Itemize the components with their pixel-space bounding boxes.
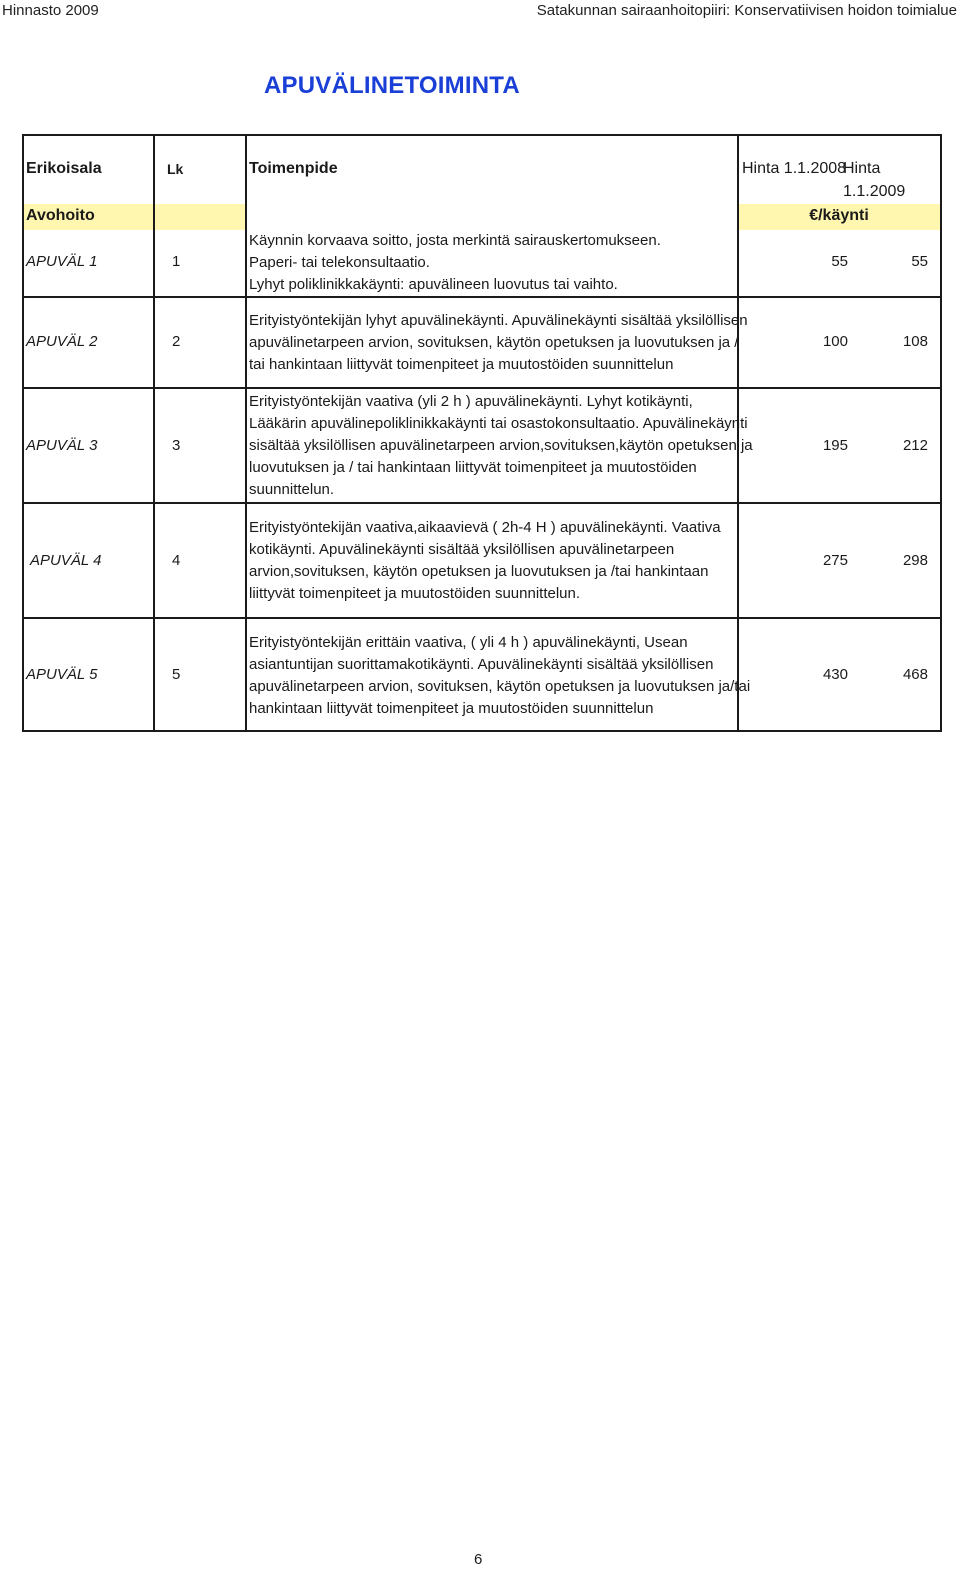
page-number: 6 <box>474 1551 483 1568</box>
row-description-line: arvion,sovituksen, käytön opetuksen ja luovutuksen ja /tai hankintaan <box>249 563 709 580</box>
row-price-2009: 212 <box>902 437 928 454</box>
row-description-line: Erityistyöntekijän vaativa (yli 2 h ) apuvälinekäynti. Lyhyt kotikäynti, <box>249 393 693 410</box>
row-price-2009: 108 <box>902 333 928 350</box>
row-description-line: asiantuntijan suorittamakotikäynti. Apuvälinekäynti sisältää yksilöllisen <box>249 656 714 673</box>
row-description-line: sisältää yksilöllisen apuvälinetarpeen arvion,sovituksen,käytön opetuksen ja <box>249 437 753 454</box>
column-header-hinta-2008: Hinta 1.1.2008 <box>742 160 847 177</box>
column-header-lk: Lk <box>167 161 184 177</box>
row-description-line: Erityistyöntekijän erittäin vaativa, ( yli 4 h ) apuvälinekäynti, Usean <box>249 634 688 651</box>
row-code: APUVÄL 2 <box>26 333 98 350</box>
row-code: APUVÄL 1 <box>26 253 98 270</box>
row-description-line: apuvälinetarpeen arvion, sovituksen, käytön opetuksen ja luovutuksen ja / <box>249 334 739 351</box>
header-left: Hinnasto 2009 <box>2 2 99 19</box>
row-price-2009: 55 <box>911 253 928 270</box>
row-description-line: luovutuksen ja / tai hankintaan liittyvät toimenpiteet ja muutostöiden <box>249 459 697 476</box>
grid-line <box>22 730 942 732</box>
row-description-line: Erityistyöntekijän vaativa,aikaavievä ( 2h-4 H ) apuvälinekäynti. Vaativa <box>249 519 721 536</box>
row-price-2008: 275 <box>822 552 848 569</box>
row-description-line: tai hankintaan liittyvät toimenpiteet ja muutostöiden suunnittelun <box>249 356 674 373</box>
row-description-line: suunnittelun. <box>249 481 335 498</box>
row-price-2008: 55 <box>831 253 848 270</box>
row-lk: 3 <box>172 437 181 454</box>
grid-line <box>22 617 942 619</box>
header-right: Satakunnan sairaanhoitopiiri: Konservatiivisen hoidon toimialue <box>536 2 957 19</box>
row-price-2008: 195 <box>822 437 848 454</box>
row-price-2008: 430 <box>822 666 848 683</box>
grid-line <box>153 134 155 732</box>
row-code: APUVÄL 4 <box>30 552 102 569</box>
row-description-line: Käynnin korvaava soitto, josta merkintä sairauskertomukseen. <box>249 232 661 249</box>
page-title: APUVÄLINETOIMINTA <box>264 72 520 99</box>
row-description-line: hankintaan liittyvät toimenpiteet ja muutostöiden suunnittelun <box>249 700 654 717</box>
row-description-line: liittyvät toimenpiteet ja muutostöiden suunnittelun. <box>249 585 581 602</box>
column-header-toimenpide: Toimenpide <box>249 160 338 177</box>
row-price-2009: 298 <box>902 552 928 569</box>
row-code: APUVÄL 5 <box>26 666 98 683</box>
section-label: Avohoito <box>26 207 95 224</box>
row-description-line: Paperi- tai telekonsultaatio. <box>249 254 430 271</box>
row-code: APUVÄL 3 <box>26 437 98 454</box>
row-description-line: Lyhyt poliklinikkakäynti: apuvälineen luovutus tai vaihto. <box>249 276 618 293</box>
row-description-line: Lääkärin apuvälinepoliklinikkakäynti tai osastokonsultaatio. Apuvälinekäynti <box>249 415 748 432</box>
grid-line <box>940 134 942 732</box>
row-lk: 1 <box>172 253 181 270</box>
grid-line <box>22 502 942 504</box>
row-lk: 5 <box>172 666 181 683</box>
column-header-hinta-2009: Hinta 1.1.2009 <box>843 160 906 200</box>
unit-label: €/käynti <box>809 207 869 224</box>
row-lk: 4 <box>172 552 181 569</box>
column-header-erikoisala: Erikoisala <box>26 160 102 177</box>
row-lk: 2 <box>172 333 181 350</box>
grid-line <box>245 134 247 732</box>
grid-line <box>22 387 942 389</box>
row-description-line: kotikäynti. Apuvälinekäynti sisältää yksilöllisen apuvälinetarpeen <box>249 541 675 558</box>
grid-line <box>22 134 24 732</box>
row-description-line: apuvälinetarpeen arvion, sovituksen, käytön opetuksen ja luovutuksen ja/tai <box>249 678 751 695</box>
price-table <box>22 134 942 732</box>
row-description-line: Erityistyöntekijän lyhyt apuvälinekäynti. Apuvälinekäynti sisältää yksilöllisen <box>249 312 748 329</box>
grid-line <box>22 134 942 136</box>
row-price-2008: 100 <box>822 333 848 350</box>
row-price-2009: 468 <box>902 666 928 683</box>
